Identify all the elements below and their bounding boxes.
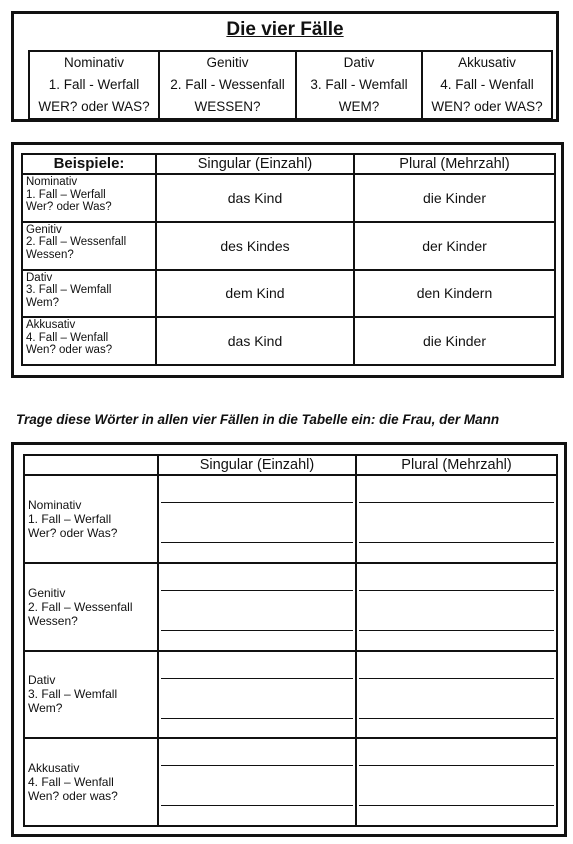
- case-question: Wer? oder Was?: [28, 525, 118, 540]
- case-label-cell: [22, 270, 156, 318]
- answer-line: [161, 678, 353, 679]
- answer-line: [359, 630, 554, 631]
- answer-line: [161, 765, 353, 766]
- case-name: Nominativ: [28, 497, 82, 512]
- exercise-instruction: Trage diese Wörter in allen vier Fällen in die Tabelle ein: die Frau, der Mann: [16, 412, 500, 427]
- answer-line: [161, 718, 353, 719]
- case-fall: 3. Fall – Wemfall: [28, 687, 118, 702]
- case-name: Akkusativ: [26, 319, 76, 332]
- singular-value: des Kindes: [156, 222, 354, 270]
- case-name: Genitiv: [26, 223, 62, 236]
- case-question: WEN? oder WAS?: [431, 99, 543, 114]
- case-label-cell: [24, 563, 158, 651]
- singular-value: das Kind: [156, 174, 354, 222]
- exercise-box: [11, 442, 567, 837]
- case-question: WER? oder WAS?: [38, 99, 150, 114]
- case-fall: 4. Fall – Wenfall: [28, 775, 114, 790]
- answer-line: [161, 590, 353, 591]
- singular-answer-cell[interactable]: [158, 738, 356, 826]
- case-label-cell: [22, 317, 156, 365]
- examples-header-row: [22, 154, 555, 174]
- singular-value: dem Kind: [156, 270, 354, 318]
- answer-line: [359, 805, 554, 806]
- plural-value: den Kindern: [354, 270, 555, 318]
- case-cell-dativ: [296, 51, 422, 119]
- case-question: Wem?: [26, 296, 60, 309]
- answer-line: [359, 502, 554, 503]
- examples-table: [21, 153, 556, 366]
- examples-box: [11, 142, 564, 378]
- case-fall: 3. Fall - Wemfall: [310, 77, 408, 92]
- singular-header: Singular (Einzahl): [158, 455, 356, 475]
- singular-answer-cell[interactable]: [158, 563, 356, 651]
- case-fall: 2. Fall – Wessenfall: [26, 236, 127, 249]
- plural-answer-cell[interactable]: [356, 475, 557, 563]
- answer-line: [161, 502, 353, 503]
- case-question: Wem?: [28, 701, 63, 716]
- case-fall: 4. Fall – Wenfall: [26, 331, 109, 344]
- case-question: Wen? oder was?: [26, 344, 113, 357]
- cases-table: [28, 50, 553, 120]
- singular-answer-cell[interactable]: [158, 475, 356, 563]
- case-name: Akkusativ: [458, 55, 516, 70]
- case-name: Nominativ: [26, 176, 78, 188]
- case-question: WEM?: [338, 99, 380, 114]
- case-cell-nominativ: [29, 51, 159, 119]
- table-row: [24, 738, 557, 826]
- examples-header-label: Beispiele:: [22, 154, 156, 174]
- exercise-table: [23, 454, 558, 827]
- answer-line: [161, 542, 353, 543]
- answer-line: [359, 678, 554, 679]
- cases-overview-box: [11, 11, 559, 122]
- answer-line: [359, 590, 554, 591]
- case-name: Genitiv: [206, 55, 249, 70]
- case-label-cell: [24, 738, 158, 826]
- plural-value: die Kinder: [354, 317, 555, 365]
- plural-answer-cell[interactable]: [356, 563, 557, 651]
- plural-answer-cell[interactable]: [356, 738, 557, 826]
- case-fall: 1. Fall – Werfall: [28, 511, 112, 526]
- plural-header: Plural (Mehrzahl): [354, 154, 555, 174]
- exercise-header-row: [24, 455, 557, 475]
- case-name: Dativ: [28, 673, 56, 688]
- case-fall: 2. Fall - Wessenfall: [170, 77, 285, 92]
- case-name: Akkusativ: [28, 761, 80, 776]
- case-label-cell: [22, 222, 156, 270]
- answer-line: [359, 718, 554, 719]
- table-row: [22, 222, 555, 270]
- case-label-cell: [22, 174, 156, 222]
- table-row: [22, 317, 555, 365]
- case-fall: 2. Fall – Wessenfall: [28, 599, 133, 614]
- table-row: [22, 174, 555, 222]
- case-name: Dativ: [343, 55, 375, 70]
- case-name: Nominativ: [63, 55, 125, 70]
- case-label-cell: [24, 475, 158, 563]
- singular-header: Singular (Einzahl): [156, 154, 354, 174]
- plural-header: Plural (Mehrzahl): [356, 455, 557, 475]
- case-question: WESSEN?: [194, 99, 261, 114]
- plural-value: der Kinder: [354, 222, 555, 270]
- case-fall: 1. Fall - Werfall: [48, 77, 140, 92]
- case-cell-akkusativ: [422, 51, 552, 119]
- table-row: [24, 563, 557, 651]
- case-fall: 3. Fall – Wemfall: [26, 284, 112, 296]
- singular-value: das Kind: [156, 317, 354, 365]
- exercise-header-label: [24, 455, 158, 475]
- plural-answer-cell[interactable]: [356, 651, 557, 739]
- table-row: [22, 270, 555, 318]
- case-name: Dativ: [26, 271, 53, 284]
- singular-answer-cell[interactable]: [158, 651, 356, 739]
- answer-line: [359, 765, 554, 766]
- table-row: [24, 475, 557, 563]
- case-label-cell: [24, 651, 158, 739]
- case-question: Wen? oder was?: [28, 789, 118, 804]
- case-question: Wessen?: [28, 613, 78, 628]
- case-question: Wer? oder Was?: [26, 201, 112, 213]
- table-row: [24, 651, 557, 739]
- case-question: Wessen?: [26, 248, 74, 261]
- answer-line: [359, 542, 554, 543]
- case-fall: 1. Fall – Werfall: [26, 188, 106, 201]
- case-cell-genitiv: [159, 51, 296, 119]
- plural-value: die Kinder: [354, 174, 555, 222]
- answer-line: [161, 805, 353, 806]
- cases-row: [29, 51, 552, 119]
- cases-title: Die vier Fälle: [226, 19, 344, 40]
- case-name: Genitiv: [28, 585, 66, 600]
- answer-line: [161, 630, 353, 631]
- case-fall: 4. Fall - Wenfall: [440, 77, 534, 92]
